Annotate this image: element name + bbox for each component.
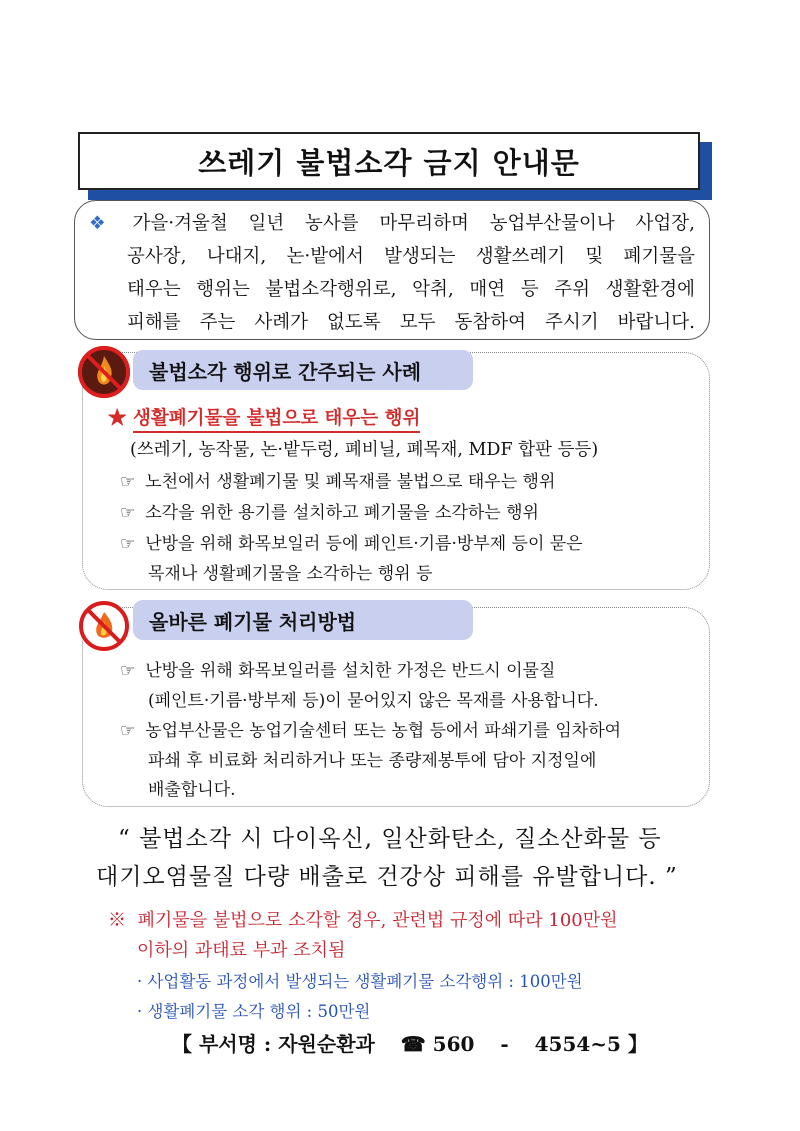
- section2-item-1: [120, 656, 555, 681]
- section2-item-2: [120, 716, 621, 741]
- diamond-bullet-icon: ❖: [89, 213, 121, 234]
- section1-item-2-text: 소각을 위한 용기를 설치하고 폐기물을 소각하는 행위: [145, 503, 539, 523]
- section1-subheading: [108, 404, 420, 430]
- section1-item-1-text: 노천에서 생활폐기물 및 폐목재를 불법으로 태우는 행위: [145, 472, 556, 492]
- no-fire-icon: [76, 344, 132, 400]
- pointing-hand-icon: ☞: [120, 534, 136, 554]
- section1-heading: 불법소각 행위로 간주되는 사례: [133, 350, 473, 390]
- department-label: 부서명 : 자원순환과: [198, 1032, 375, 1056]
- section1-item-3: [120, 529, 583, 554]
- section2-item-1-text: 난방을 위해 화목보일러를 설치한 가정은 반드시 이물질: [145, 661, 556, 681]
- pointing-hand-icon: ☞: [120, 503, 136, 523]
- intro-line-4: 피해를 주는 사례가 없도록 모두 동참하여 주시기 바랍니다.: [127, 312, 695, 333]
- section1-examples: (쓰레기, 농작물, 논·밭두렁, 폐비닐, 폐목재, MDF 합판 등등): [130, 440, 599, 460]
- star-icon: ★: [108, 408, 127, 429]
- section1-item-1: [120, 467, 555, 492]
- page-title: 쓰레기 불법소각 금지 안내문: [198, 145, 580, 180]
- warning-quote-line-1: “ 불법소각 시 다이옥신, 일산화탄소, 질소산화물 등: [118, 826, 662, 852]
- section1-subheading-text: 생활폐기물을 불법으로 태우는 행위: [133, 408, 420, 433]
- section2-item-2-cont-2: 배출합니다.: [148, 780, 236, 800]
- fine-notice-line-1: [108, 906, 618, 932]
- title-box: [78, 132, 700, 190]
- fine-notice-text-1: 폐기물을 불법으로 소각할 경우, 관련법 규정에 따라 100만원: [137, 910, 618, 931]
- no-burning-icon: [76, 598, 132, 654]
- bracket-close: 】: [627, 1032, 648, 1056]
- phone-prefix: 560: [432, 1032, 475, 1056]
- section2-heading: 올바른 폐기물 처리방법: [133, 600, 473, 640]
- pointing-hand-icon: ☞: [120, 721, 136, 741]
- phone-dash: -: [500, 1032, 509, 1056]
- warning-quote-line-2: 대기오염물질 다량 배출로 건강상 피해를 유발합니다. ”: [96, 864, 678, 890]
- phone-icon: ☎: [400, 1032, 426, 1056]
- section1-item-3-text: 난방을 위해 화목보일러 등에 페인트·기름·방부제 등이 묻은: [145, 534, 583, 554]
- fine-business: · 사업활동 과정에서 발생되는 생활폐기물 소각행위 : 100만원: [137, 972, 583, 991]
- reference-mark-icon: ※: [108, 910, 126, 931]
- intro-line-2: 공사장, 나대지, 논·밭에서 발생되는 생활쓰레기 및 폐기물을: [127, 246, 695, 267]
- section2-item-2-cont-1: 파쇄 후 비료화 처리하거나 또는 종량제봉투에 담아 지정일에: [148, 751, 597, 771]
- department-info: [172, 1028, 648, 1057]
- intro-line-1: [89, 207, 695, 240]
- fine-household: · 생활폐기물 소각 행위 : 50만원: [137, 1002, 371, 1021]
- intro-box: [74, 200, 710, 340]
- fine-notice-line-2: 이하의 과태료 부과 조치됨: [137, 940, 346, 961]
- section2-item-1-cont: (페인트·기름·방부제 등)이 묻어있지 않은 목재를 사용합니다.: [148, 691, 599, 711]
- phone-number: 4554~5: [534, 1032, 621, 1056]
- intro-text-1: 가을·겨울철 일년 농사를 마무리하며 농업부산물이나 사업장,: [132, 213, 695, 234]
- pointing-hand-icon: ☞: [120, 661, 136, 681]
- section1-item-2: [120, 498, 539, 523]
- bracket-open: 【: [172, 1032, 192, 1056]
- intro-line-3: 태우는 행위는 불법소각행위로, 악취, 매연 등 주위 생활환경에: [127, 279, 695, 300]
- section1-item-3-cont: 목재나 생활폐기물을 소각하는 행위 등: [148, 564, 433, 584]
- section2-item-2-text: 농업부산물은 농업기술센터 또는 농협 등에서 파쇄기를 임차하여: [145, 721, 622, 741]
- pointing-hand-icon: ☞: [120, 472, 136, 492]
